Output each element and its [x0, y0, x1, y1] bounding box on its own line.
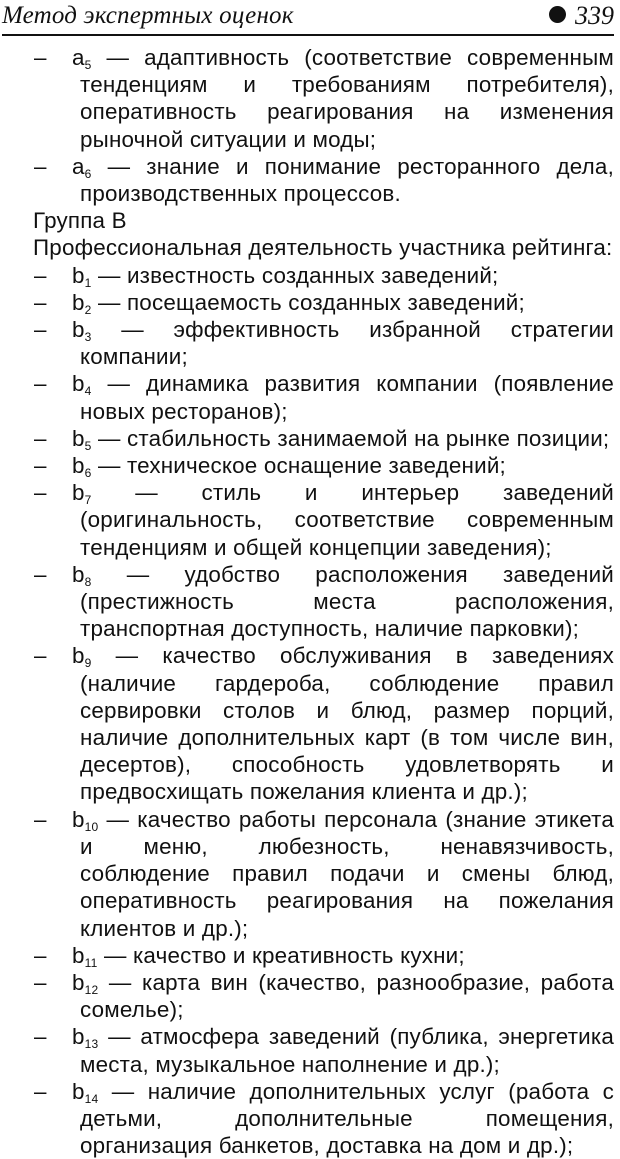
list-item: – $a_6$ — знание и понимание ресторанного дела, производственных процессов.: [34, 153, 614, 207]
list-item: – $b_1$ — известность созданных заведений;: [34, 262, 499, 290]
list-item: – $b_3$ — эффективность избранной стратегии компании;: [34, 317, 614, 370]
bullet-icon: [549, 6, 566, 23]
item-letter: a: [72, 153, 85, 179]
item-text: — удобство расположения заведений (престижность места расположения, транспортная доступность, наличие парковки);: [80, 561, 615, 642]
list-item: – $b_{12}$ — карта вин (качество, разнообразие, работа сомелье);: [34, 969, 615, 1023]
item-text: — посещаемость созданных заведений;: [97, 289, 525, 315]
item-letter: b: [72, 643, 85, 669]
list-item: – $b_6$ — техническое оснащение заведений;: [34, 453, 506, 481]
item-letter: b: [72, 480, 85, 506]
item-index: 6: [84, 166, 92, 181]
item-index: 3: [84, 330, 92, 345]
item-letter: b: [72, 1024, 85, 1050]
item-index: 2: [84, 302, 92, 317]
item-index: 4: [84, 384, 92, 399]
item-letter: a: [72, 45, 85, 70]
group-label: Группа В: [33, 208, 127, 234]
item-index: 1: [84, 275, 92, 290]
item-index: 9: [84, 656, 92, 671]
item-text: — стиль и интерьер заведений (оригинальность, соответствие современным тенденциям и общей концепции заведения);: [80, 480, 614, 560]
item-index: 11: [84, 955, 98, 970]
item-text: — атмосфера заведений (публика, энергетика места, музыкальное наполнение и др.);: [80, 1024, 614, 1077]
item-text: — знание и понимание ресторанного дела, производственных процессов.: [80, 153, 614, 207]
list-item: – $b_{11}$ — качество и креативность кухни;: [34, 942, 465, 970]
item-letter: b: [72, 289, 85, 315]
chapter-title: Метод экспертных оценок: [2, 2, 294, 29]
item-text: — качество и креативность кухни;: [103, 942, 465, 968]
list-item: – $b_{13}$ — атмосфера заведений (публика, энергетика места, музыкальное наполнение и др.);: [34, 1024, 614, 1077]
item-letter: b: [72, 806, 85, 832]
item-index: 6: [84, 466, 92, 481]
item-index: 10: [84, 819, 99, 834]
item-text: — стабильность занимаемой на рынке позиции;: [97, 425, 610, 451]
list-item: – $b_8$ — удобство расположения заведений (престижность места расположения, транспортная доступность, наличие парковки);: [34, 561, 615, 642]
item-text: — качество обслуживания в заведениях (наличие гардероба, соблюдение правил сервировки столов и блюд, размер порций, наличие дополнительных карт (в том числе вин, десертов), способность удовлетворять и предвосхищать пожелания клиента и др.);: [80, 643, 614, 805]
item-letter: b: [72, 425, 85, 451]
item-index: 8: [84, 574, 92, 589]
item-index: 5: [84, 58, 92, 72]
item-text: — эффективность избранной стратегии компании;: [80, 317, 614, 370]
list-item: – $b_9$ — качество обслуживания в заведениях (наличие гардероба, соблюдение правил сервировки столов и блюд, размер порций, наличие дополнительных карт (в том числе вин, десертов), способность удовлетворять и предвосхищать пожелания клиента и др.);: [34, 643, 614, 805]
item-letter: b: [72, 453, 85, 479]
item-index: 13: [84, 1037, 99, 1052]
list-item: – $b_{10}$ — качество работы персонала (знание этикета и меню, любезность, ненавязчивость, соблюдение правил подачи и смены блюд, оперативность реагирования на пожелания клиентов и др.);: [34, 806, 614, 941]
item-index: 12: [84, 982, 99, 997]
page-body: [0, 44, 620, 1159]
list-item: – $a_5$ — адаптивность (соответствие современным тенденциям и требованиям потребителя), оперативность реагирования на изменения рыночной ситуации и моды;: [34, 45, 614, 152]
group-intro: Профессиональная деятельность участника рейтинга:: [33, 235, 613, 261]
item-index: 5: [84, 438, 92, 453]
item-text: — качество работы персонала (знание этикета и меню, любезность, ненавязчивость, соблюдение правил подачи и смены блюд, оперативность реагирования на пожелания клиентов и др.);: [80, 806, 614, 941]
list-item: – $b_5$ — стабильность занимаемой на рынке позиции;: [34, 425, 610, 453]
page-number-block: [549, 1, 614, 31]
item-text: — адаптивность (соответствие современным тенденциям и требованиям потребителя), оперативность реагирования на изменения рыночной ситуации и моды;: [80, 45, 614, 152]
list-item: – $b_2$ — посещаемость созданных заведений;: [34, 289, 525, 317]
item-text: — наличие дополнительных услуг (работа с детьми, дополнительные помещения, организация банкетов, доставка на дом и др.);: [80, 1078, 615, 1159]
item-text: — техническое оснащение заведений;: [97, 453, 506, 479]
list-item: – $b_4$ — динамика развития компании (появление новых ресторанов);: [34, 371, 614, 424]
item-text: — карта вин (качество, разнообразие, работа сомелье);: [80, 969, 615, 1023]
item-text: — динамика развития компании (появление новых ресторанов);: [80, 371, 614, 424]
running-header: [2, 0, 614, 36]
item-text: — известность созданных заведений;: [97, 262, 499, 288]
item-letter: b: [72, 371, 85, 397]
item-letter: b: [72, 1078, 85, 1104]
list-item: – $b_{14}$ — наличие дополнительных услуг (работа с детьми, дополнительные помещения, организация банкетов, доставка на дом и др.);: [34, 1078, 615, 1159]
list-item: – $b_7$ — стиль и интерьер заведений (оригинальность, соответствие современным тенденциям и общей концепции заведения);: [34, 480, 614, 560]
item-letter: b: [72, 317, 85, 343]
item-letter: b: [72, 969, 85, 995]
item-index: 7: [84, 493, 92, 508]
item-letter: b: [72, 561, 85, 587]
item-letter: b: [72, 942, 85, 968]
page-number: 339: [575, 1, 614, 30]
item-index: 14: [84, 1091, 99, 1106]
item-letter: b: [72, 262, 85, 288]
